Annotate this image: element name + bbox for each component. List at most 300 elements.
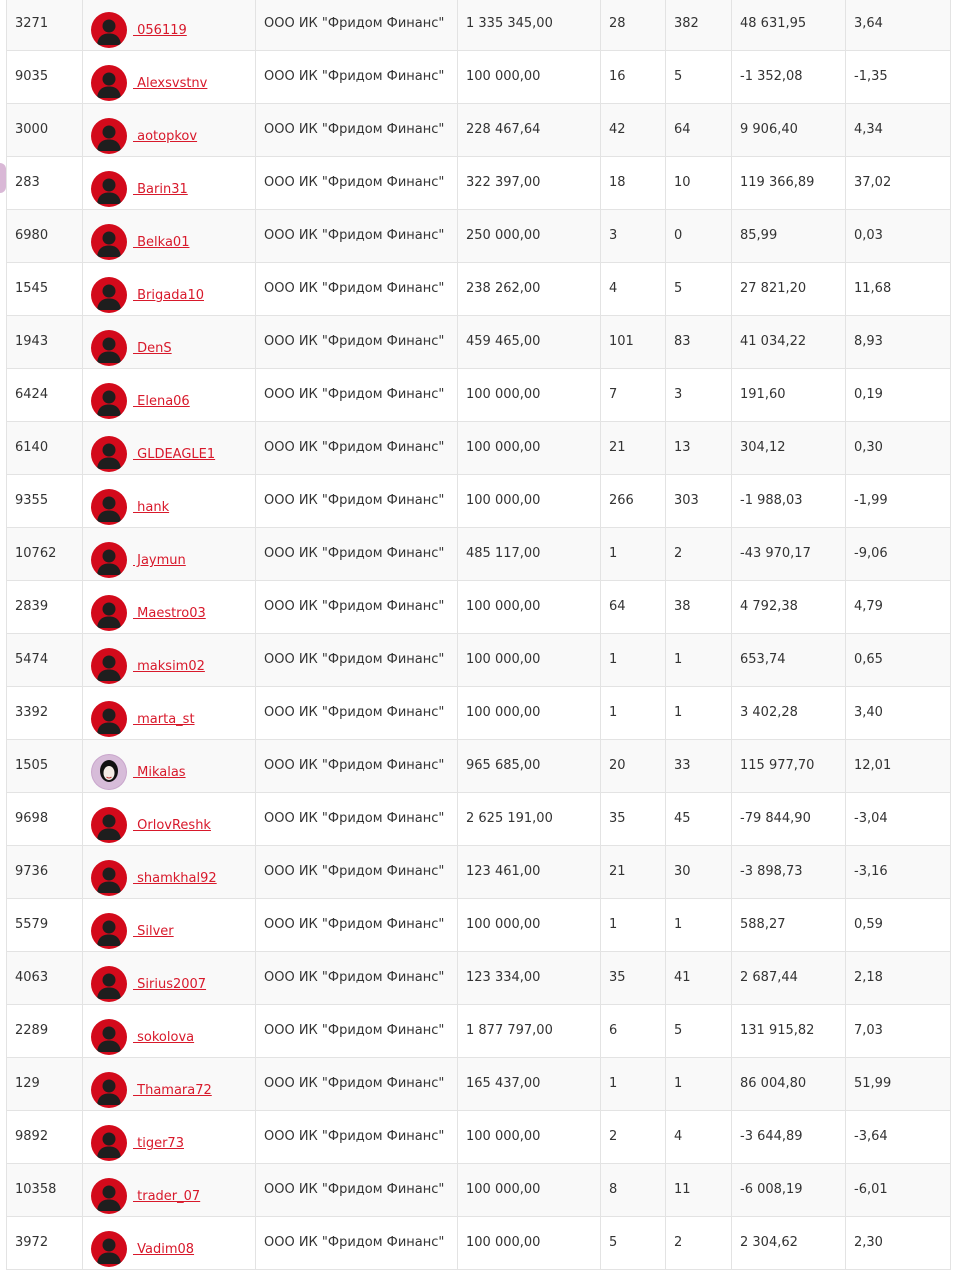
percent-cell	[846, 157, 951, 210]
user-cell	[83, 846, 256, 899]
start-capital-cell	[458, 51, 601, 104]
default-avatar-icon[interactable]	[91, 913, 127, 949]
default-avatar-icon[interactable]	[91, 224, 127, 260]
username-link[interactable]: Jaymun	[133, 553, 186, 568]
profit-cell	[732, 1111, 846, 1164]
start-capital-cell	[458, 793, 601, 846]
start-capital-cell	[458, 157, 601, 210]
start-capital-value: 100 000,00	[466, 1182, 541, 1197]
broker-value: ООО ИК "Фридом Финанс"	[264, 705, 445, 720]
trades-cell	[601, 581, 666, 634]
trades-value: 7	[609, 387, 618, 402]
profit-cell	[732, 422, 846, 475]
trades-value: 35	[609, 811, 626, 826]
profit-cell	[732, 157, 846, 210]
deals-value: 3	[674, 387, 683, 402]
start-capital-cell	[458, 581, 601, 634]
percent-value: 51,99	[854, 1076, 892, 1091]
username-link[interactable]: Elena06	[133, 394, 190, 409]
deals-cell	[666, 422, 732, 475]
broker-cell	[256, 0, 458, 51]
user-cell	[83, 687, 256, 740]
table-row	[7, 846, 951, 899]
place-value: 9698	[15, 811, 49, 826]
deals-value: 1	[674, 1076, 683, 1091]
percent-value: -1,35	[854, 69, 888, 84]
place-value: 129	[15, 1076, 40, 1091]
broker-cell	[256, 1217, 458, 1270]
profit-value: 2 304,62	[740, 1235, 798, 1250]
start-capital-value: 965 685,00	[466, 758, 541, 773]
default-avatar-icon[interactable]	[91, 12, 127, 48]
table-row	[7, 475, 951, 528]
place-cell	[7, 51, 83, 104]
user-cell	[83, 1058, 256, 1111]
start-capital-cell	[458, 1058, 601, 1111]
custom-avatar-icon[interactable]	[91, 754, 127, 790]
profit-value: 2 687,44	[740, 970, 798, 985]
place-value: 5579	[15, 917, 49, 932]
place-value: 3271	[15, 16, 49, 31]
broker-cell	[256, 1111, 458, 1164]
table-row	[7, 316, 951, 369]
start-capital-cell	[458, 1164, 601, 1217]
trades-cell	[601, 899, 666, 952]
place-value: 1505	[15, 758, 49, 773]
broker-value: ООО ИК "Фридом Финанс"	[264, 122, 445, 137]
start-capital-value: 2 625 191,00	[466, 811, 553, 826]
deals-cell	[666, 316, 732, 369]
place-cell	[7, 687, 83, 740]
broker-cell	[256, 952, 458, 1005]
percent-cell	[846, 1005, 951, 1058]
username-link[interactable]: Belka01	[133, 235, 190, 250]
profit-cell	[732, 1058, 846, 1111]
broker-cell	[256, 1164, 458, 1217]
start-capital-value: 100 000,00	[466, 387, 541, 402]
trades-cell	[601, 846, 666, 899]
default-avatar-icon[interactable]	[91, 701, 127, 737]
percent-value: 4,79	[854, 599, 883, 614]
broker-value: ООО ИК "Фридом Финанс"	[264, 917, 445, 932]
deals-cell	[666, 899, 732, 952]
place-cell	[7, 740, 83, 793]
default-avatar-icon[interactable]	[91, 595, 127, 631]
place-value: 3000	[15, 122, 49, 137]
default-avatar-icon[interactable]	[91, 383, 127, 419]
deals-cell	[666, 740, 732, 793]
start-capital-value: 100 000,00	[466, 1129, 541, 1144]
deals-value: 2	[674, 1235, 683, 1250]
percent-value: 7,03	[854, 1023, 883, 1038]
profit-cell	[732, 634, 846, 687]
percent-cell	[846, 422, 951, 475]
username-link[interactable]: Vadim08	[133, 1242, 195, 1257]
table-row	[7, 528, 951, 581]
profit-cell	[732, 687, 846, 740]
username-link[interactable]: OrlovReshk	[133, 818, 211, 833]
deals-value: 1	[674, 917, 683, 932]
table-row	[7, 1164, 951, 1217]
rating-table	[6, 0, 951, 1270]
trades-value: 64	[609, 599, 626, 614]
table-row	[7, 0, 951, 51]
percent-value: -3,04	[854, 811, 888, 826]
deals-cell	[666, 104, 732, 157]
trades-value: 4	[609, 281, 618, 296]
percent-cell	[846, 793, 951, 846]
start-capital-cell	[458, 475, 601, 528]
broker-cell	[256, 157, 458, 210]
trades-value: 8	[609, 1182, 618, 1197]
trades-value: 1	[609, 917, 618, 932]
trades-cell	[601, 316, 666, 369]
default-avatar-icon[interactable]	[91, 966, 127, 1002]
deals-value: 33	[674, 758, 691, 773]
place-cell	[7, 475, 83, 528]
percent-cell	[846, 528, 951, 581]
broker-cell	[256, 581, 458, 634]
broker-value: ООО ИК "Фридом Финанс"	[264, 1182, 445, 1197]
percent-value: 8,93	[854, 334, 883, 349]
username-link[interactable]: GLDEAGLE1	[133, 447, 216, 462]
start-capital-value: 100 000,00	[466, 1235, 541, 1250]
default-avatar-icon[interactable]	[91, 1072, 127, 1108]
trades-value: 42	[609, 122, 626, 137]
table-row	[7, 157, 951, 210]
start-capital-cell	[458, 263, 601, 316]
default-avatar-icon[interactable]	[91, 171, 127, 207]
username-link[interactable]: Silver	[133, 924, 174, 939]
percent-value: 4,34	[854, 122, 883, 137]
trades-cell	[601, 210, 666, 263]
profit-cell	[732, 581, 846, 634]
deals-cell	[666, 1164, 732, 1217]
profit-value: 86 004,80	[740, 1076, 807, 1091]
profit-value: 191,60	[740, 387, 786, 402]
profit-cell	[732, 952, 846, 1005]
deals-cell	[666, 263, 732, 316]
percent-cell	[846, 1111, 951, 1164]
percent-cell	[846, 316, 951, 369]
deals-cell	[666, 687, 732, 740]
username-link[interactable]: Brigada10	[133, 288, 204, 303]
trades-cell	[601, 475, 666, 528]
profit-cell	[732, 210, 846, 263]
start-capital-value: 250 000,00	[466, 228, 541, 243]
trades-cell	[601, 369, 666, 422]
profit-value: 119 366,89	[740, 175, 815, 190]
profit-value: -79 844,90	[740, 811, 811, 826]
profit-cell	[732, 846, 846, 899]
default-avatar-icon[interactable]	[91, 489, 127, 525]
table-row	[7, 793, 951, 846]
default-avatar-icon[interactable]	[91, 1231, 127, 1267]
profit-cell	[732, 316, 846, 369]
start-capital-value: 165 437,00	[466, 1076, 541, 1091]
deals-cell	[666, 581, 732, 634]
start-capital-value: 100 000,00	[466, 705, 541, 720]
place-cell	[7, 422, 83, 475]
profit-value: 304,12	[740, 440, 786, 455]
trades-value: 2	[609, 1129, 618, 1144]
broker-value: ООО ИК "Фридом Финанс"	[264, 758, 445, 773]
default-avatar-icon[interactable]	[91, 118, 127, 154]
default-avatar-icon[interactable]	[91, 436, 127, 472]
trades-value: 101	[609, 334, 634, 349]
table-row	[7, 899, 951, 952]
percent-value: 3,40	[854, 705, 883, 720]
username-link[interactable]: aotopkov	[133, 129, 198, 144]
username-link[interactable]: trader_07	[133, 1189, 201, 1204]
user-cell	[83, 0, 256, 51]
username-link[interactable]: maksim02	[133, 659, 205, 674]
broker-cell	[256, 634, 458, 687]
deals-cell	[666, 952, 732, 1005]
percent-cell	[846, 104, 951, 157]
table-row	[7, 1058, 951, 1111]
deals-cell	[666, 528, 732, 581]
user-cell	[83, 369, 256, 422]
place-value: 6140	[15, 440, 49, 455]
place-cell	[7, 316, 83, 369]
profit-value: 588,27	[740, 917, 786, 932]
profit-cell	[732, 51, 846, 104]
deals-value: 2	[674, 546, 683, 561]
trades-value: 21	[609, 440, 626, 455]
percent-value: -6,01	[854, 1182, 888, 1197]
username-link[interactable]: tiger73	[133, 1136, 184, 1151]
start-capital-value: 123 334,00	[466, 970, 541, 985]
percent-cell	[846, 1058, 951, 1111]
place-cell	[7, 952, 83, 1005]
username-link[interactable]: Alexsvstnv	[133, 76, 208, 91]
place-value: 3392	[15, 705, 49, 720]
deals-value: 5	[674, 281, 683, 296]
default-avatar-icon[interactable]	[91, 277, 127, 313]
user-cell	[83, 157, 256, 210]
deals-value: 30	[674, 864, 691, 879]
user-cell	[83, 422, 256, 475]
broker-value: ООО ИК "Фридом Финанс"	[264, 970, 445, 985]
default-avatar-icon[interactable]	[91, 648, 127, 684]
trades-cell	[601, 1005, 666, 1058]
percent-cell	[846, 740, 951, 793]
default-avatar-icon[interactable]	[91, 1125, 127, 1161]
user-cell	[83, 104, 256, 157]
table-row	[7, 740, 951, 793]
table-row	[7, 581, 951, 634]
place-cell	[7, 634, 83, 687]
trades-value: 6	[609, 1023, 618, 1038]
start-capital-value: 100 000,00	[466, 917, 541, 932]
deals-cell	[666, 1217, 732, 1270]
username-link[interactable]: sokolova	[133, 1030, 195, 1045]
user-cell	[83, 952, 256, 1005]
deals-value: 11	[674, 1182, 691, 1197]
percent-cell	[846, 1217, 951, 1270]
place-cell	[7, 899, 83, 952]
username-link[interactable]: Barin31	[133, 182, 188, 197]
start-capital-value: 100 000,00	[466, 652, 541, 667]
percent-value: 2,30	[854, 1235, 883, 1250]
start-capital-cell	[458, 952, 601, 1005]
broker-value: ООО ИК "Фридом Финанс"	[264, 175, 445, 190]
broker-value: ООО ИК "Фридом Финанс"	[264, 599, 445, 614]
user-cell	[83, 263, 256, 316]
broker-value: ООО ИК "Фридом Финанс"	[264, 652, 445, 667]
place-cell	[7, 369, 83, 422]
deals-value: 83	[674, 334, 691, 349]
deals-cell	[666, 369, 732, 422]
start-capital-cell	[458, 104, 601, 157]
trades-cell	[601, 1058, 666, 1111]
user-cell	[83, 899, 256, 952]
trades-cell	[601, 687, 666, 740]
deals-cell	[666, 634, 732, 687]
default-avatar-icon[interactable]	[91, 1019, 127, 1055]
start-capital-value: 485 117,00	[466, 546, 541, 561]
user-cell	[83, 1005, 256, 1058]
place-cell	[7, 1111, 83, 1164]
percent-cell	[846, 634, 951, 687]
broker-value: ООО ИК "Фридом Финанс"	[264, 69, 445, 84]
default-avatar-icon[interactable]	[91, 65, 127, 101]
username-link[interactable]: marta_st	[133, 712, 195, 727]
start-capital-value: 100 000,00	[466, 440, 541, 455]
trades-value: 5	[609, 1235, 618, 1250]
start-capital-cell	[458, 740, 601, 793]
username-link[interactable]: Mikalas	[133, 765, 186, 780]
place-cell	[7, 1005, 83, 1058]
deals-value: 4	[674, 1129, 683, 1144]
user-cell	[83, 1111, 256, 1164]
username-link[interactable]: DenS	[133, 341, 172, 356]
place-cell	[7, 104, 83, 157]
place-value: 9355	[15, 493, 49, 508]
deals-value: 5	[674, 1023, 683, 1038]
trades-value: 20	[609, 758, 626, 773]
percent-value: 0,03	[854, 228, 883, 243]
broker-cell	[256, 793, 458, 846]
profit-cell	[732, 104, 846, 157]
username-link[interactable]: hank	[133, 500, 170, 515]
percent-value: 12,01	[854, 758, 892, 773]
default-avatar-icon[interactable]	[91, 860, 127, 896]
table-row	[7, 422, 951, 475]
percent-value: 37,02	[854, 175, 892, 190]
place-cell	[7, 210, 83, 263]
place-value: 5474	[15, 652, 49, 667]
username-link[interactable]: Sirius2007	[133, 977, 207, 992]
place-value: 283	[15, 175, 40, 190]
default-avatar-icon[interactable]	[91, 330, 127, 366]
user-cell	[83, 210, 256, 263]
broker-cell	[256, 475, 458, 528]
default-avatar-icon[interactable]	[91, 807, 127, 843]
deals-cell	[666, 475, 732, 528]
broker-cell	[256, 422, 458, 475]
place-cell	[7, 1164, 83, 1217]
start-capital-value: 100 000,00	[466, 69, 541, 84]
deals-value: 303	[674, 493, 699, 508]
deals-value: 1	[674, 705, 683, 720]
place-value: 10762	[15, 546, 57, 561]
start-capital-value: 100 000,00	[466, 493, 541, 508]
broker-value: ООО ИК "Фридом Финанс"	[264, 1235, 445, 1250]
start-capital-cell	[458, 422, 601, 475]
start-capital-value: 238 262,00	[466, 281, 541, 296]
start-capital-cell	[458, 316, 601, 369]
default-avatar-icon[interactable]	[91, 1178, 127, 1214]
deals-value: 382	[674, 16, 699, 31]
user-cell	[83, 528, 256, 581]
username-link[interactable]: shamkhal92	[133, 871, 217, 886]
profit-cell	[732, 1217, 846, 1270]
user-cell	[83, 1164, 256, 1217]
profit-value: 131 915,82	[740, 1023, 815, 1038]
table-row	[7, 1217, 951, 1270]
username-link[interactable]: 056119	[133, 23, 187, 38]
trades-value: 1	[609, 652, 618, 667]
place-cell	[7, 846, 83, 899]
deals-cell	[666, 157, 732, 210]
profit-cell	[732, 740, 846, 793]
trades-cell	[601, 104, 666, 157]
user-cell	[83, 793, 256, 846]
start-capital-cell	[458, 1217, 601, 1270]
place-value: 9736	[15, 864, 49, 879]
place-value: 2289	[15, 1023, 49, 1038]
profit-value: 85,99	[740, 228, 778, 243]
place-cell	[7, 581, 83, 634]
place-value: 1545	[15, 281, 49, 296]
default-avatar-icon[interactable]	[91, 542, 127, 578]
percent-value: -9,06	[854, 546, 888, 561]
broker-value: ООО ИК "Фридом Финанс"	[264, 811, 445, 826]
profit-cell	[732, 793, 846, 846]
profit-value: -1 352,08	[740, 69, 803, 84]
broker-value: ООО ИК "Фридом Финанс"	[264, 1129, 445, 1144]
broker-cell	[256, 846, 458, 899]
percent-value: 0,59	[854, 917, 883, 932]
start-capital-value: 1 877 797,00	[466, 1023, 553, 1038]
place-cell	[7, 1217, 83, 1270]
percent-cell	[846, 1164, 951, 1217]
broker-value: ООО ИК "Фридом Финанс"	[264, 1023, 445, 1038]
table-row	[7, 104, 951, 157]
username-link[interactable]: Thamara72	[133, 1083, 212, 1098]
percent-cell	[846, 51, 951, 104]
trades-cell	[601, 422, 666, 475]
trades-value: 35	[609, 970, 626, 985]
percent-cell	[846, 210, 951, 263]
percent-cell	[846, 952, 951, 1005]
percent-cell	[846, 475, 951, 528]
place-value: 4063	[15, 970, 49, 985]
deals-cell	[666, 846, 732, 899]
user-cell	[83, 51, 256, 104]
broker-value: ООО ИК "Фридом Финанс"	[264, 546, 445, 561]
start-capital-cell	[458, 0, 601, 51]
percent-cell	[846, 846, 951, 899]
username-link[interactable]: Maestro03	[133, 606, 206, 621]
start-capital-value: 123 461,00	[466, 864, 541, 879]
table-row	[7, 263, 951, 316]
broker-cell	[256, 369, 458, 422]
broker-cell	[256, 1058, 458, 1111]
trades-cell	[601, 952, 666, 1005]
